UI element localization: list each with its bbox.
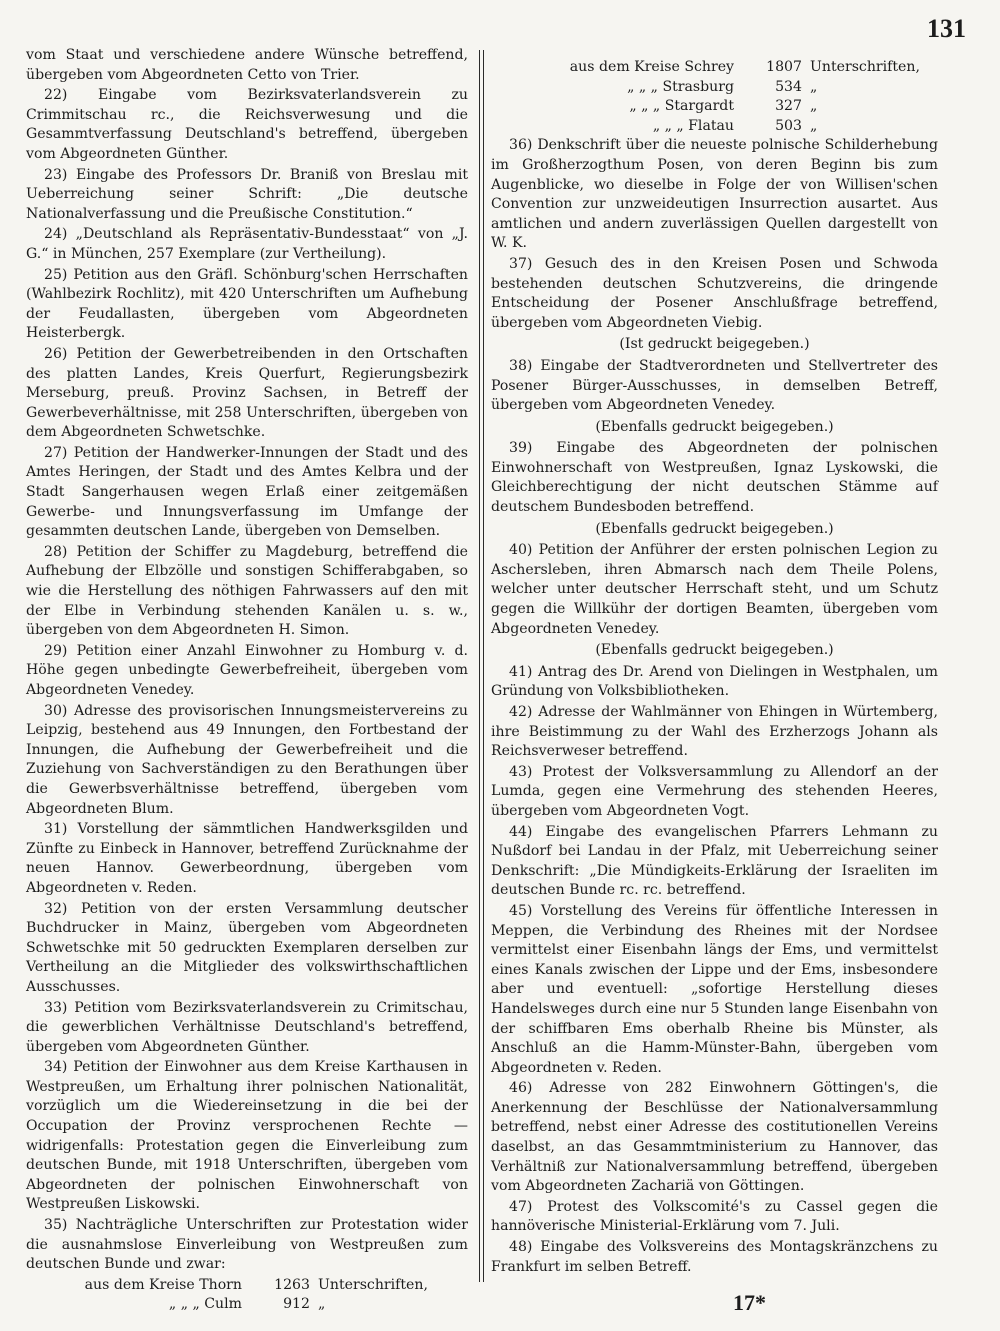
entry-43: 43) Protest der Volksversammlung zu Allendorf an der Lumda, gegen eine Vermehrung des stehenden Heeres, übergeben vom Abgeordneten Vogt.: [491, 763, 938, 819]
signature-row: [26, 1295, 468, 1315]
entry-44: 44) Eingabe des evangelischen Pfarrers Lehmann zu Nußdorf bei Landau in der Pfalz, mit Ueberreichung seiner Denkschrift: „Die Mündigkeits-Erklärung der Israeliten im deutschen Bunde rc. rc. betreffend.: [491, 823, 938, 899]
printed-note: (Ebenfalls gedruckt beigegeben.): [595, 418, 834, 435]
printed-note: (Ebenfalls gedruckt beigegeben.): [595, 642, 834, 659]
signature-count: 1263: [274, 1276, 310, 1293]
signature-count: 1807: [766, 59, 802, 75]
signature-row: [26, 1276, 468, 1296]
signature-place: aus dem Kreise Schrey: [569, 59, 734, 75]
entry-32: 32) Petition von der ersten Versammlung deutscher Buchdrucker in Mainz, übergeben vom Abgeordneten Schwetschke mit 50 gedruckten Exemplaren derselben zur Vertheilung an die Mitglieder des volkswirthschaftlichen Ausschusses.: [26, 900, 468, 995]
signature-place: „ „ „ Stargardt: [629, 98, 734, 115]
signature-place: „ „ „ Culm: [168, 1296, 242, 1313]
signature-row: [491, 117, 938, 137]
signature-place: aus dem Kreise Thorn: [84, 1276, 242, 1293]
printed-note: (Ebenfalls gedruckt beigegeben.): [595, 520, 834, 537]
entry-27: 27) Petition der Handwerker-Innungen der Stadt und des Amtes Heringen, der Stadt und des Amtes Kelbra und der Stadt Sangerhausen wegen Erlaß einer zeitgemäßen Gewerbe- und Innungsverfassung im Umfange der gesammten deutschen Lande, übergeben von Demselben.: [26, 444, 468, 540]
signature-unit: Unterschriften,: [318, 1276, 428, 1293]
signature-row: [491, 58, 938, 78]
signature-place: „ „ „ Strasburg: [627, 78, 734, 95]
entry-48: 48) Eingabe des Volksvereins des Montagskränzchens zu Frankfurt im selben Betreff.: [491, 1239, 938, 1275]
column-divider: [479, 50, 484, 1282]
entry-26: 26) Petition der Gewerbetreibenden in den Ortschaften des platten Landes, Kreis Querfurt, Regierungsbezirk Merseburg, preuß. Provinz Sachsen, in Betreff der Gewerbeverhältnisse, mit 258 Unterschriften, übergeben von dem Abgeordneten Schwetschke.: [26, 345, 468, 441]
entry-46: 46) Adresse von 282 Einwohnern Göttingen's, die Anerkennung der Beschlüsse der Nationalversammlung betreffend, nebst einer Adresse des costitutionellen Vereins daselbst, an das Gesammtministerium zu Hannover, das Verhältniß zur Nationalversammlung betreffend, übergeben vom Abgeordneten Zachariä von Göttingen.: [491, 1080, 938, 1195]
signature-row: [491, 97, 938, 117]
left-column: [26, 46, 468, 1313]
printed-note: (Ist gedruckt beigegeben.): [619, 336, 810, 353]
entry-41: 41) Antrag des Dr. Arend von Dielingen in Westphalen, um Gründung von Volksbibliotheken.: [491, 663, 938, 700]
entry-21-continuation: vom Staat und verschiedene andere Wünsche betreffend, übergeben vom Abgeordneten Cetto von Trier.: [26, 47, 468, 83]
signature-count: 503: [775, 117, 802, 134]
signature-unit: „: [810, 78, 818, 95]
entry-25: 25) Petition aus den Gräfl. Schönburg'schen Herrschaften (Wahlbezirk Rochlitz), mit 420 Unterschriften um Aufhebung der Feudallasten, übergeben vom Abgeordneten Heisterbergk.: [26, 266, 468, 342]
signature-row: [491, 78, 938, 98]
entry-23: 23) Eingabe des Professors Dr. Braniß von Breslau mit Ueberreichung seiner Schrift: „Die deutsche Nationalverfassung und die Preußische Constitution.“: [26, 166, 468, 222]
signature-unit: „: [318, 1296, 326, 1313]
printer-signature-mark: 17*: [733, 1290, 766, 1315]
entry-29: 29) Petition einer Anzahl Einwohner zu Homburg v. d. Höhe gegen unbedingte Gewerbefreiheit, übergeben vom Abgeordneten Venedey.: [26, 642, 468, 698]
entry-31: 31) Vorstellung der sämmtlichen Handwerksgilden und Zünfte zu Einbeck in Hannover, betreffend Zurücknahme der neuen Hannov. Gewerbeordnung, übergeben vom Abgeordneten v. Reden.: [26, 821, 468, 896]
signature-count: 912: [283, 1296, 310, 1313]
entry-22: 22) Eingabe vom Bezirksvaterlandsverein zu Crimmitschau rc., die Reichsverwesung und die Gesammtverfassung Deutschland's betreffend, übergeben vom Abgeordneten Günther.: [26, 87, 468, 162]
entry-34: 34) Petition der Einwohner aus dem Kreise Karthausen in Westpreußen, um Erhaltung ihrer polnischen Nationalität, vorzüglich um die Wiedereinsetzung in die bei der Occupation der Provinz versprochenen Rechte — widrigenfalls: Protestation gegen die Einverleibung zum deutschen Bunde, mit 1918 Unterschriften, übergeben vom Abgeordneten der polnischen Einwohnerschaft von Westpreußen Liskowski.: [26, 1059, 468, 1213]
page-number: 131: [927, 14, 966, 43]
signature-count: 534: [775, 78, 802, 95]
signature-count: 327: [775, 98, 802, 115]
entry-36: 36) Denkschrift über die neueste polnische Schilderhebung im Großherzogthum Posen, von deren Beginn bis zum Augenblicke, wo dieselbe in Folge der von Willisen'schen Convention zur unzweideutigen Insurrection ausartet. Aus amtlichen und andern zuverlässigen Quellen dargestellt von W. K.: [491, 137, 938, 252]
entry-28: 28) Petition der Schiffer zu Magdeburg, betreffend die Aufhebung der Elbzölle und sonstigen Schifferabgaben, so wie die Herstellung des nöthigen Fahrwassers auf den mit der Elbe in Verbindung stehenden Kanälen u. s. w., übergeben von dem Abgeordneten H. Simon.: [26, 543, 468, 639]
signature-unit: Unterschriften,: [810, 59, 920, 75]
entry-45: 45) Vorstellung des Vereins für öffentliche Interessen in Meppen, die Verbindung des Rheines mit der Nordsee vermittelst einer Eisenbahn längs der Ems, und vermittelst eines Kanals zwischen der Lippe und der Ems, insbesondere aber und eventuell: „sofortige Herstellung dieses Handelsweges durch eine nur 5 Stunden lange Eisenbahn von der schiffbaren Ems oberhalb Rheine bis Münster, als Anschluß an die Hamm-Münster-Bahn, übergeben vom Abgeordneten v. Reden.: [491, 902, 938, 1076]
right-column: [491, 58, 938, 1308]
entry-40: 40) Petition der Anführer der ersten polnischen Legion zu Aschersleben, ihren Abmarsch nach dem Theile Polens, welcher unter deutscher Herrschaft steht, und um Schutz gegen die Willkühr der dortigen Beamten, übergeben vom Abgeordneten Venedey.: [491, 542, 938, 637]
entry-35: 35) Nachträgliche Unterschriften zur Protestation wider die ausnahmslose Einverleibung von Westpreußen zum deutschen Bunde und zwar:: [26, 1217, 468, 1273]
entry-38: 38) Eingabe der Stadtverordneten und Stellvertreter des Posener Bürger-Ausschusses, in demselben Betreff, übergeben vom Abgeordneten Venedey.: [491, 357, 938, 414]
entry-24: 24) „Deutschland als Repräsentativ-Bundesstaat“ von „J. G.“ in München, 257 Exemplare (zur Vertheilung).: [26, 226, 468, 262]
signature-unit: „: [810, 98, 818, 115]
signature-unit: „: [810, 117, 818, 134]
signature-place: „ „ „ Flatau: [652, 117, 734, 134]
entry-47: 47) Protest des Volkscomité's zu Cassel gegen die hannöverische Ministerial-Erklärung vom 7. Juli.: [491, 1198, 938, 1235]
entry-39: 39) Eingabe des Abgeordneten der polnischen Einwohnerschaft von Westpreußen, Ignaz Lyskowski, die Gleichberechtigung der nicht deutschen Stämme auf deutschem Bundesboden betreffend.: [491, 440, 938, 516]
entry-33: 33) Petition vom Bezirksvaterlandsverein zu Crimitschau, die gewerblichen Verhältnisse Deutschland's betreffend, übergeben vom Abgeordneten Günther.: [26, 999, 468, 1055]
entry-30: 30) Adresse des provisorischen Innungsmeistervereins zu Leipzig, bestehend aus 49 Innungen, den Fortbestand der Innungen, die Aufhebung der Gewerbefreiheit und die Zuziehung von Sachverständigen zu den Berathungen über die Gewerbsverhältnisse betreffend, übergeben vom Abgeordneten Blum.: [26, 702, 468, 817]
entry-42: 42) Adresse der Wahlmänner von Ehingen in Würtemberg, ihre Beistimmung zu der Wahl des Erzherzogs Johann als Reichsverweser betreffend.: [491, 704, 938, 760]
entry-37: 37) Gesuch des in den Kreisen Posen und Schwoda bestehenden deutschen Schutzvereins, die dringende Entscheidung der Posener Anschlußfrage betreffend, übergeben vom Abgeordneten Viebig.: [491, 255, 938, 331]
